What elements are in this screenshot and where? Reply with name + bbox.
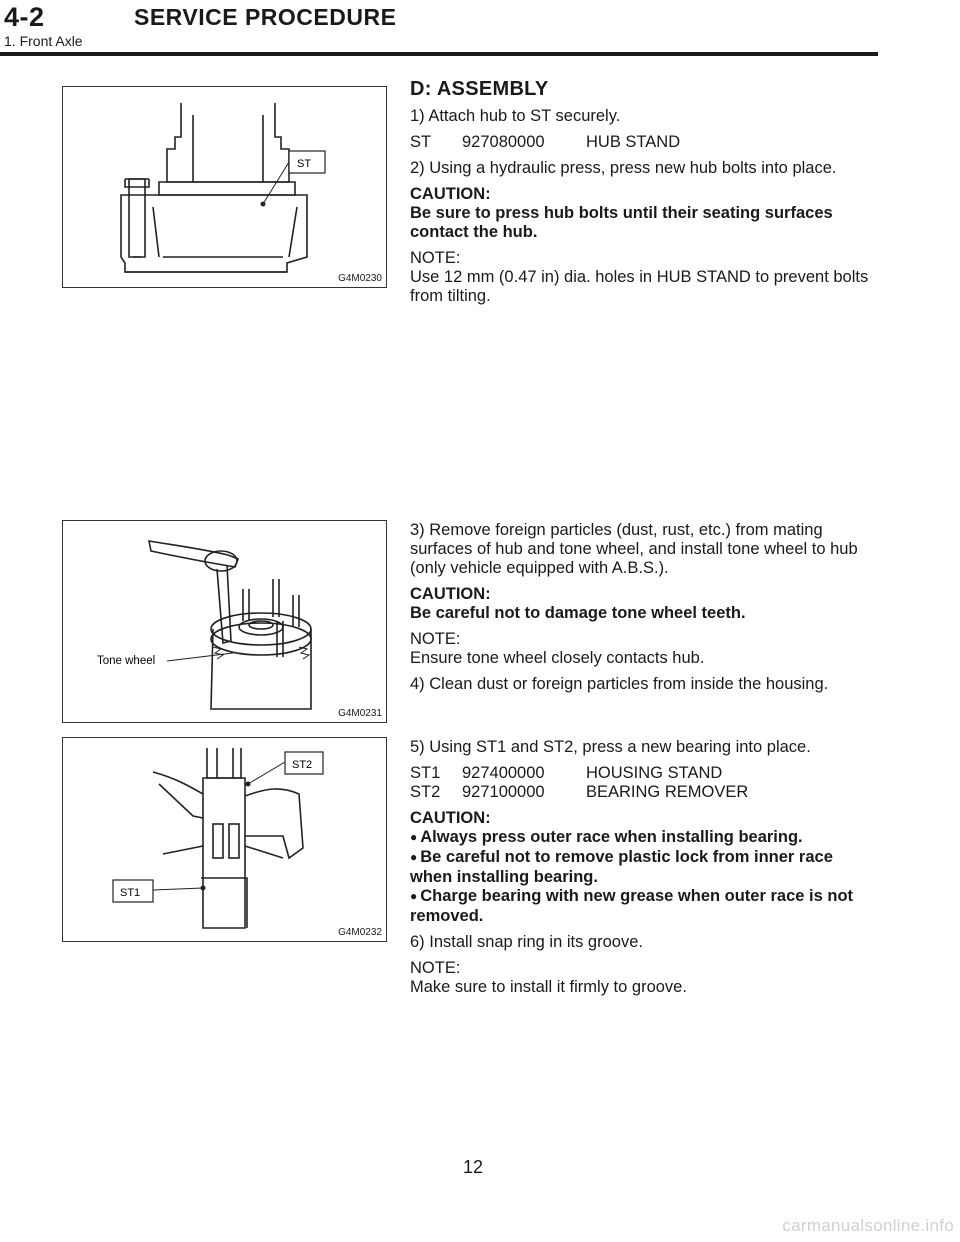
tool-part: 927080000 xyxy=(462,133,545,151)
caution-text: Be sure to press hub bolts until their seating surfaces contact the hub. xyxy=(410,204,833,241)
figure-hub-stand xyxy=(62,86,387,288)
bearing-press-illustration xyxy=(63,738,386,941)
header-rule xyxy=(0,52,878,56)
tool-code: ST xyxy=(410,133,432,151)
hub-stand-illustration xyxy=(63,87,386,287)
assembly-block-2 xyxy=(410,521,878,701)
subsection-title: 1. Front Axle xyxy=(4,33,83,49)
tool-part: 927100000 xyxy=(462,783,545,801)
tone-wheel-illustration xyxy=(63,521,386,722)
caution-text: Be careful not to damage tone wheel teeth. xyxy=(410,604,746,622)
caution-label: CAUTION: xyxy=(410,585,491,603)
step-1: 1) Attach hub to ST securely. xyxy=(410,107,621,125)
step-6: 6) Install snap ring in its groove. xyxy=(410,933,643,951)
tool-row-st xyxy=(410,133,878,152)
tool-code: ST2 xyxy=(410,783,441,801)
caution-label: CAUTION: xyxy=(410,809,491,827)
callout-st1: ST1 xyxy=(120,887,141,899)
assembly-block-3 xyxy=(410,738,878,1004)
step-2: 2) Using a hydraulic press, press new hub bolts into place. xyxy=(410,159,837,177)
caution-item: ● Always press outer race when installing bearing. xyxy=(410,828,878,848)
figure-code: G4M0230 xyxy=(338,273,382,284)
caution-label: CAUTION: xyxy=(410,185,491,203)
tool-row-st2 xyxy=(410,783,878,802)
note-label: NOTE: xyxy=(410,249,461,267)
note-label: NOTE: xyxy=(410,959,461,977)
caution-item: ● Charge bearing with new grease when outer race is not removed. xyxy=(410,887,878,926)
step-5: 5) Using ST1 and ST2, press a new bearing into place. xyxy=(410,738,811,756)
callout-tone-wheel: Tone wheel xyxy=(97,655,156,667)
figure-bearing-press xyxy=(62,737,387,942)
note-label: NOTE: xyxy=(410,630,461,648)
callout-st: ST xyxy=(297,158,312,170)
caution-item: ● Be careful not to remove plastic lock from inner race when installing bearing. xyxy=(410,848,878,887)
tool-code: ST1 xyxy=(410,764,441,782)
section-title: SERVICE PROCEDURE xyxy=(134,4,397,30)
tool-part: 927400000 xyxy=(462,764,545,782)
figure-code: G4M0232 xyxy=(338,927,382,938)
figure-tone-wheel xyxy=(62,520,387,723)
tool-name: BEARING REMOVER xyxy=(586,783,749,801)
note-text: Make sure to install it firmly to groove. xyxy=(410,978,687,996)
step-3: 3) Remove foreign particles (dust, rust, etc.) from mating surfaces of hub and tone wheel, and install tone wheel to hub (only vehicle equipped with A.B.S.). xyxy=(410,521,858,577)
page-number: 12 xyxy=(462,1157,484,1177)
assembly-block-1 xyxy=(410,80,878,313)
tool-row-st1 xyxy=(410,764,878,783)
section-number: 4-2 xyxy=(4,2,45,32)
tool-name: HUB STAND xyxy=(586,133,681,151)
tool-name: HOUSING STAND xyxy=(586,764,723,782)
note-text: Ensure tone wheel closely contacts hub. xyxy=(410,649,705,667)
step-4: 4) Clean dust or foreign particles from inside the housing. xyxy=(410,675,829,693)
assembly-heading: D: ASSEMBLY xyxy=(410,78,549,100)
watermark: carmanualsonline.info xyxy=(782,1216,954,1235)
callout-st2: ST2 xyxy=(292,759,313,771)
note-text: Use 12 mm (0.47 in) dia. holes in HUB STAND to prevent bolts from tilting. xyxy=(410,268,869,305)
figure-code: G4M0231 xyxy=(338,708,382,719)
